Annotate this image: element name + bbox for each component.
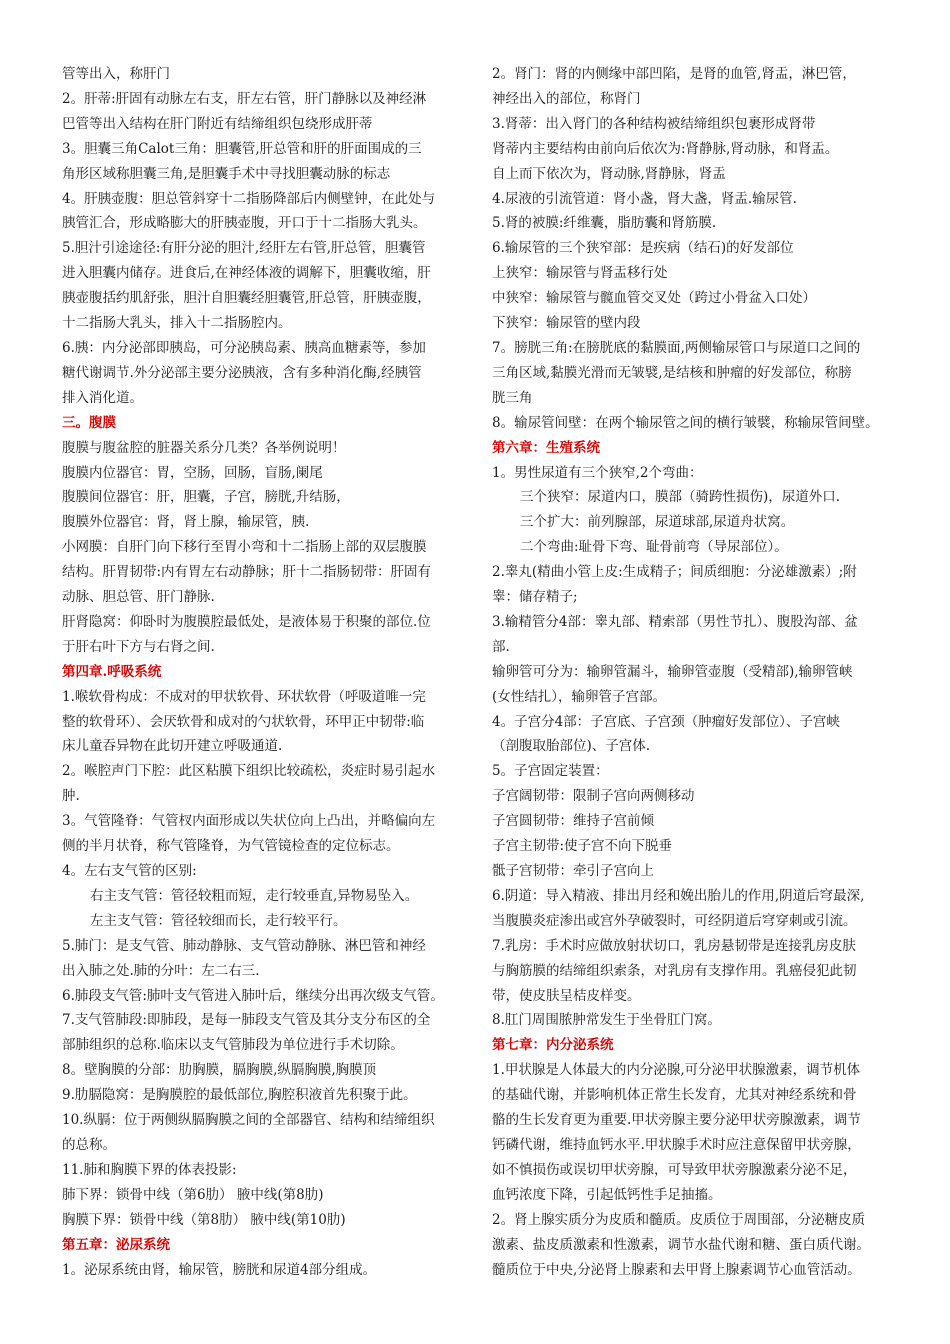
left-column xyxy=(62,62,462,1282)
text-line: 右主支气管：管径较粗而短，走行较垂直,异物易坠入。 xyxy=(90,887,419,904)
text-line: 9.肋膈隐窝：是胸膜腔的最低部位,胸腔积液首先积聚于此。 xyxy=(62,1087,417,1104)
text-line: 髓质位于中央,分泌肾上腺素和去甲肾上腺素调节心血管活动。 xyxy=(492,1261,861,1278)
section-heading: 第六章：生殖系统 xyxy=(492,439,600,456)
text-line: 肺下界：锁骨中线（第6肋） 腋中线(第8肋) xyxy=(62,1186,324,1203)
text-line: 2.睾丸(精曲小管上皮:生成精子；间质细胞：分泌雄激素）;附 xyxy=(492,564,857,581)
text-line: 1.喉软骨构成：不成对的甲状软骨、环状软骨（呼吸道唯一完 xyxy=(62,688,426,705)
text-line: 5.肺门：是支气管、肺动静脉、支气管动静脉、淋巴管和神经 xyxy=(62,937,426,954)
text-line: 骼的生长发育更为重要.甲状旁腺主要分泌甲状旁腺激素，调节 xyxy=(492,1112,861,1129)
text-line: 胰管汇合，形成略膨大的肝胰壶腹，开口于十二指肠大乳头。 xyxy=(62,215,427,232)
text-line: 腹膜外位器官：肾，肾上腺，输尿管，胰. xyxy=(62,514,310,531)
text-line: 3。胆囊三角Calot三角：胆囊管,肝总管和肝的肝面围成的三 xyxy=(62,140,422,157)
text-line: 肿. xyxy=(62,788,80,805)
text-line: 角形区域称胆囊三角,是胆囊手术中寻找胆囊动脉的标志 xyxy=(62,165,391,182)
text-line: 5.胆汁引途途径:有肝分泌的胆汁,经肝左右管,肝总管，胆囊管 xyxy=(62,240,426,257)
text-line: 6.阴道：导入精液、排出月经和娩出胎儿的作用,阴道后穹最深, xyxy=(492,887,865,904)
text-line: 3.肾蒂：出入肾门的各种结构被结缔组织包裹形成肾带 xyxy=(492,115,816,132)
section-heading: 三。腹膜 xyxy=(62,414,116,431)
text-line: 糖代谢调节.外分泌部主要分泌胰液，含有多种消化酶,经胰管 xyxy=(62,364,422,381)
text-line: 2。肾门：肾的内侧缘中部凹陷，是肾的血管,肾盂，淋巴管， xyxy=(492,66,856,82)
text-line: 胱三角 xyxy=(492,389,533,406)
text-line: 下狭窄：输尿管的壁内段 xyxy=(492,315,641,332)
text-line: 管等出入，称肝门 xyxy=(62,66,170,82)
section-heading: 第四章.呼吸系统 xyxy=(62,663,162,680)
text-line: 整的软骨环）、会厌软骨和成对的勺状软骨，环甲正中韧带:临 xyxy=(62,713,425,730)
text-line: 肝肾隐窝：仰卧时为腹膜腔最低处，是液体易于积聚的部位.位 xyxy=(62,613,431,630)
text-line: 子宫阔韧带：限制子宫向两侧移动 xyxy=(492,788,695,805)
text-line: 3.输精管分4部：睾丸部、精索部（男性节扎）、腹股沟部、盆 xyxy=(492,613,858,630)
text-line: 4.尿液的引流管道：肾小盏，肾大盏，肾盂.输尿管. xyxy=(492,190,797,207)
text-line: 出入肺之处.肺的分叶：左二右三. xyxy=(62,962,260,979)
text-line: 三个扩大：前列腺部，尿道球部,尿道舟状窝。 xyxy=(520,514,795,531)
text-line: 7.乳房：手术时应做放射状切口，乳房悬韧带是连接乳房皮肤 xyxy=(492,937,856,954)
text-line: 8。壁胸膜的分部：肋胸膜，膈胸膜,纵膈胸膜,胸膜顶 xyxy=(62,1062,377,1079)
section-heading: 第五章：泌尿系统 xyxy=(62,1236,170,1253)
text-line: 床儿童吞异物在此切开建立呼吸通道. xyxy=(62,738,283,755)
text-line: 11.肺和胸膜下界的体表投影: xyxy=(62,1161,237,1178)
text-line: 自上而下依次为，肾动脉,肾静脉，肾盂 xyxy=(492,165,726,182)
text-line: 于肝右叶下方与右肾之间. xyxy=(62,638,215,655)
text-line: 神经出入的部位，称肾门 xyxy=(492,90,641,107)
text-line: 5.肾的被膜:纤维囊，脂肪囊和肾筋膜. xyxy=(492,215,717,232)
right-column xyxy=(492,62,902,1282)
text-line: 如不慎损伤或误切甲状旁腺，可导致甲状旁腺激素分泌不足， xyxy=(492,1161,857,1178)
text-line: 左主支气管：管径较细而长，走行较平行。 xyxy=(90,912,347,929)
text-line: 3。气管隆脊：气管杈内面形成以失状位向上凸出，并略偏向左 xyxy=(62,813,436,830)
text-line: 胸膜下界：锁骨中线（第8肋） 腋中线(第10肋) xyxy=(62,1211,346,1228)
text-line: 骶子宫韧带：牵引子宫向上 xyxy=(492,863,654,879)
text-line: 腹膜内位器官：胃，空肠，回肠，盲肠,阑尾 xyxy=(62,464,323,481)
text-line: 4。子宫分4部：子宫底、子宫颈（肿瘤好发部位）、子宫峡 xyxy=(492,713,840,730)
text-line: 结构。肝胃韧带:内有胃左右动静脉；肝十二指肠韧带：肝固有 xyxy=(62,564,432,581)
text-line: 8。输尿管间壁：在两个输尿管之间的横行皱襞，称输尿管间壁。 xyxy=(492,414,879,431)
text-line: 7.支气管肺段:即肺段，是每一肺段支气管及其分支分布区的全 xyxy=(62,1012,431,1029)
text-line: 部肺组织的总称.临床以支气管肺段为单位进行手术切除。 xyxy=(62,1037,404,1054)
text-line: 子宫圆韧带：维持子宫前倾 xyxy=(492,813,654,830)
text-line: 胰壶腹括约肌舒张，胆汁自胆囊经胆囊管,肝总管，肝胰壶腹， xyxy=(62,290,431,307)
text-line: 的基础代谢，并影响机体正常生长发育，尤其对神经系统和骨 xyxy=(492,1087,857,1104)
text-line: (女性结扎），输卵管子宫部。 xyxy=(492,688,667,705)
text-line: 2。肾上腺实质分为皮质和髓质。皮质位于周围部，分泌糖皮质 xyxy=(492,1211,866,1228)
text-line: 腹膜间位器官：肝，胆囊，子宫，膀胱,升结肠， xyxy=(62,489,350,506)
text-line: 4。肝胰壶腹：胆总管斜穿十二指肠降部后内侧壁钟，在此处与 xyxy=(62,190,436,207)
text-line: 部. xyxy=(492,638,510,655)
text-line: 子宫主韧带:使子宫不向下脱垂 xyxy=(492,838,673,855)
text-line: 1.甲状腺是人体最大的内分泌腺,可分泌甲状腺激素，调节机体 xyxy=(492,1062,861,1079)
text-line: 钙磷代谢，维持血钙水平.甲状腺手术时应注意保留甲状旁腺， xyxy=(492,1136,861,1153)
text-line: 腹膜与腹盆腔的脏器关系分几类？各举例说明！ xyxy=(62,439,346,456)
text-line: 三角区域,黏膜光滑而无皱襞,是结核和肿瘤的好发部位，称膀 xyxy=(492,364,852,381)
text-line: 动脉、胆总管、肝门静脉. xyxy=(62,589,215,606)
text-line: 三个狭窄：尿道内口，膜部（骑跨性损伤)，尿道外口. xyxy=(520,489,841,506)
text-line: 6.输尿管的三个狭窄部：是疾病（结石)的好发部位 xyxy=(492,240,794,257)
text-line: 8.肛门周围脓肿常发生于坐骨肛门窝。 xyxy=(492,1012,721,1029)
text-line: 上狭窄：输尿管与肾盂移行处 xyxy=(492,265,668,282)
text-line: 4。左右支气管的区别: xyxy=(62,863,197,879)
text-line: 输卵管可分为：输卵管漏斗，输卵管壶腹（受精部),输卵管峡 xyxy=(492,663,853,680)
text-line: 中狭窄：输尿管与髋血管交叉处（跨过小骨盆入口处） xyxy=(492,290,816,307)
text-line: 6.胰：内分泌部即胰岛，可分泌胰岛素、胰高血糖素等，参加 xyxy=(62,339,426,356)
text-line: 与胸筋膜的结缔组织索条，对乳房有支撑作用。乳癌侵犯此韧 xyxy=(492,962,857,979)
text-line: 进入胆囊内储存。进食后,在神经体液的调解下，胆囊收缩，肝 xyxy=(62,265,431,282)
text-line: 2。喉腔声门下腔：此区粘膜下组织比较疏松，炎症时易引起水 xyxy=(62,763,436,780)
text-line: 二个弯曲:耻骨下弯、耻骨前弯（导尿部位）。 xyxy=(520,539,788,556)
text-line: 肾蒂内主要结构由前向后依次为:肾静脉,肾动脉，和肾盂。 xyxy=(492,140,839,157)
text-line: 当腹膜炎症渗出或宫外孕破裂时，可经阴道后穹穿刺或引流。 xyxy=(492,912,857,929)
text-line: 1。男性尿道有三个狭窄,2个弯曲： xyxy=(492,464,703,481)
text-line: 7。膀胱三角:在膀胱底的黏膜面,两侧输尿管口与尿道口之间的 xyxy=(492,339,861,356)
text-line: 1。泌尿系统由肾，输尿管，膀胱和尿道4部分组成。 xyxy=(62,1261,377,1278)
text-line: 6.肺段支气管:肺叶支气管进入肺叶后，继续分出再次级支气管。 xyxy=(62,987,444,1004)
text-line: 血钙浓度下降，引起低钙性手足抽搐。 xyxy=(492,1186,722,1203)
text-line: （剖腹取胎部位)、子宫体. xyxy=(492,738,651,755)
text-line: 激素、盐皮质激素和性激素，调节水盐代谢和糖、蛋白质代谢。 xyxy=(492,1236,870,1253)
text-line: 的总称。 xyxy=(62,1136,116,1153)
text-line: 2。肝蒂:肝固有动脉左右支，肝左右管，肝门静脉以及神经淋 xyxy=(62,90,427,107)
text-line: 带，使皮肤呈桔皮样变。 xyxy=(492,987,641,1004)
text-line: 巴管等出入结构在肝门附近有结缔组织包绕形成肝蒂 xyxy=(62,115,373,132)
text-line: 小网膜：自肝门向下移行至胃小弯和十二指肠上部的双层腹膜 xyxy=(62,539,427,556)
text-line: 5。子宫固定装置： xyxy=(492,763,609,780)
text-line: 10.纵膈：位于两侧纵膈胸膜之间的全部器官、结构和结缔组织 xyxy=(62,1112,435,1129)
text-line: 侧的半月状脊，称气管隆脊，为气管镜检查的定位标志。 xyxy=(62,838,400,855)
text-line: 睾：储存精子; xyxy=(492,589,578,606)
text-line: 排入消化道。 xyxy=(62,389,143,406)
text-line: 十二指肠大乳头，排入十二指肠腔内。 xyxy=(62,315,292,332)
section-heading: 第七章：内分泌系统 xyxy=(492,1037,614,1054)
